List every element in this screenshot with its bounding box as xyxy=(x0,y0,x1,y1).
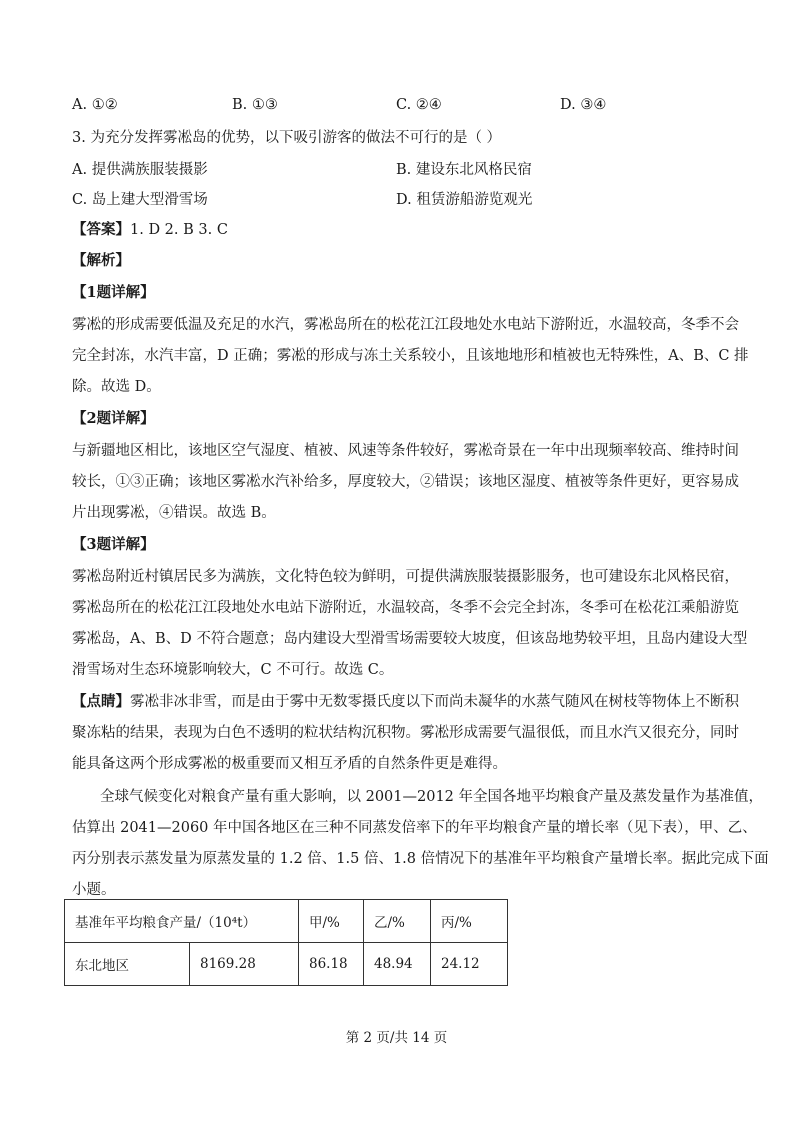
detail2-line: 与新疆地区相比，该地区空气湿度、植被、风速等条件较好，雾凇奇景在一年中出现频率较高、维持时间 xyxy=(72,443,739,459)
passage-line: 全球气候变化对粮食产量有重大影响，以 2001—2012 年全国各地平均粮食产量及蒸发量作为基准值， xyxy=(100,789,764,805)
table-cell: 东北地区 xyxy=(65,943,190,986)
answer-label: 【答案】 xyxy=(72,221,130,238)
table-header-cell: 丙/% xyxy=(431,900,508,943)
passage-line: 估算出 2041—2060 年中国各地区在三种不同蒸发倍率下的年平均粮食产量的增长率（见下表），甲、乙、 xyxy=(72,820,757,836)
analysis-label: 【解析】 xyxy=(72,252,130,269)
detail3-line: 雾凇岛附近村镇居民多为满族，文化特色较为鲜明，可提供满族服装摄影服务，也可建设东北风格民宿， xyxy=(72,569,739,585)
q3-option-a: A. 提供满族服装摄影 xyxy=(72,162,208,178)
q2-option-a: A. ①② xyxy=(72,97,118,113)
table-header-cell: 基准年平均粮食产量/（10⁴t） xyxy=(65,900,299,943)
detail2-label: 【2题详解】 xyxy=(72,410,155,427)
detail3-line: 雾凇岛所在的松花江江段地处水电站下游附近，水温较高，冬季不会完全封冻，冬季可在松花江乘船游览 xyxy=(72,600,739,616)
page-footer: 第 2 页/共 14 页 xyxy=(345,1030,448,1046)
detail1-line: 除。故选 D。 xyxy=(72,379,161,395)
tip-text: 雾凇非冰非雪，而是由于雾中无数零摄氏度以下而尚未凝华的水蒸气随风在树枝等物体上不断积 xyxy=(130,694,739,710)
grain-table xyxy=(64,899,508,986)
passage-line: 丙分别表示蒸发量为原蒸发量的 1.2 倍、1.5 倍、1.8 倍情况下的基准年平均粮食产量增长率。据此完成下面 xyxy=(72,851,769,867)
detail3-label: 【3题详解】 xyxy=(72,536,155,553)
q3-option-d: D. 租赁游船游览观光 xyxy=(396,192,533,208)
detail3-line: 滑雪场对生态环境影响较大，C 不可行。故选 C。 xyxy=(72,662,394,678)
tip-label: 【点睛】 xyxy=(72,693,130,710)
q3-option-c: C. 岛上建大型滑雪场 xyxy=(72,192,208,208)
table-cell: 24.12 xyxy=(431,943,508,986)
q2-option-c: C. ②④ xyxy=(396,97,442,113)
detail1-label: 【1题详解】 xyxy=(72,284,155,301)
detail2-line: 片出现雾凇，④错误。故选 B。 xyxy=(72,505,276,521)
table-header-cell: 乙/% xyxy=(364,900,431,943)
detail1-line: 完全封冻，水汽丰富，D 正确；雾凇的形成与冻土关系较小，且该地地形和植被也无特殊性，A、B、C 排 xyxy=(72,348,749,364)
q3-option-b: B. 建设东北风格民宿 xyxy=(396,162,532,178)
q3-stem: 3. 为充分发挥雾凇岛的优势，以下吸引游客的做法不可行的是（ ） xyxy=(72,130,502,146)
table-cell: 8169.28 xyxy=(190,943,299,986)
tip-line xyxy=(72,692,739,712)
passage-line: 小题。 xyxy=(72,882,116,898)
table-cell: 86.18 xyxy=(299,943,364,986)
q2-option-d: D. ③④ xyxy=(560,97,607,113)
tip-line: 能具备这两个形成雾凇的极重要而又相互矛盾的自然条件更是难得。 xyxy=(72,756,507,772)
q2-option-b: B. ①③ xyxy=(232,97,278,113)
detail2-line: 较长，①③正确；该地区雾凇水汽补给多，厚度较大，②错误；该地区湿度、植被等条件更好，更容易成 xyxy=(72,474,739,490)
answer-text: 1. D 2. B 3. C xyxy=(130,222,228,238)
table-header-row xyxy=(65,900,508,943)
table-cell: 48.94 xyxy=(364,943,431,986)
detail3-line: 雾凇岛，A、B、D 不符合题意；岛内建设大型滑雪场需要较大坡度，但该岛地势较平坦，且岛内建设大型 xyxy=(72,631,748,647)
table-header-cell: 甲/% xyxy=(299,900,364,943)
answer-line xyxy=(72,220,722,240)
detail1-line: 雾凇的形成需要低温及充足的水汽，雾凇岛所在的松花江江段地处水电站下游附近，水温较高，冬季不会 xyxy=(72,317,739,333)
tip-line: 聚冻粘的结果，表现为白色不透明的粒状结构沉积物。雾凇形成需要气温很低，而且水汽又很充分，同时 xyxy=(72,725,739,741)
table-row xyxy=(65,943,508,986)
